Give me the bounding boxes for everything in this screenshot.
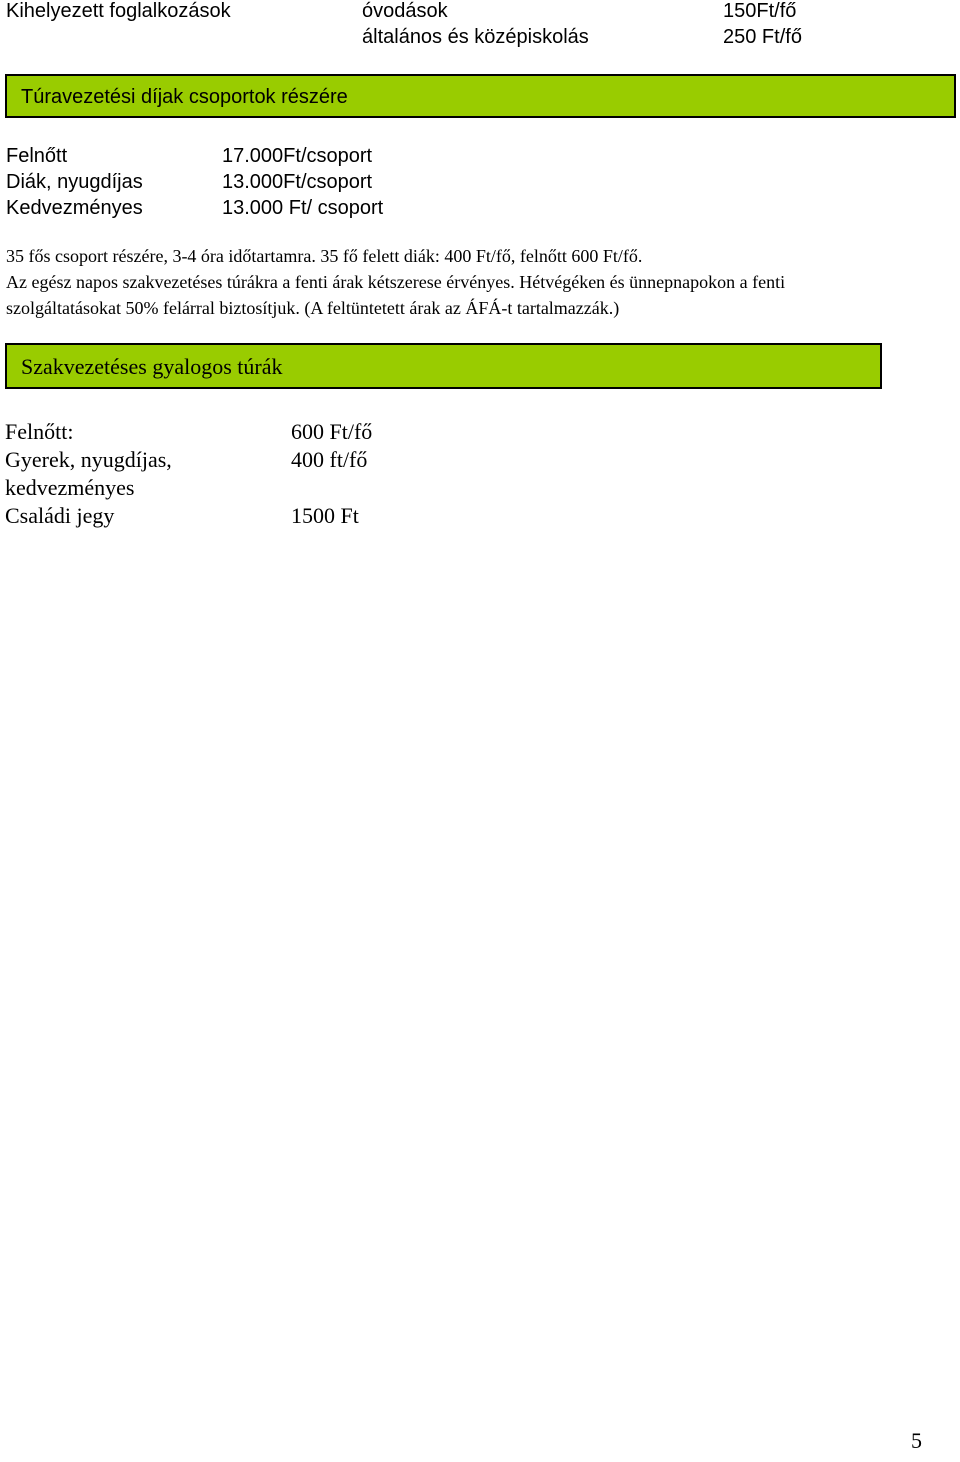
guided-walks-banner bbox=[5, 343, 882, 389]
fee-price-adult: 17.000Ft/csoport bbox=[222, 145, 373, 167]
note-line-2: Az egész napos szakvezetéses túrákra a fenti árak kétszerese érvényes. Hétvégéken és ünnepnapokon a fenti bbox=[6, 272, 786, 292]
fee-label-discount: Kedvezményes bbox=[6, 197, 143, 219]
fee-label-adult: Felnőtt bbox=[6, 145, 68, 167]
walk-label-family: Családi jegy bbox=[5, 503, 115, 528]
note-line-1: 35 fős csoport részére, 3-4 óra időtartamra. 35 fő felett diák: 400 Ft/fő, felnőtt 600 Ft/fő. bbox=[6, 246, 643, 266]
walk-price-family: 1500 Ft bbox=[291, 503, 359, 528]
outdoor-sessions-label: Kihelyezett foglalkozások bbox=[6, 0, 231, 22]
group-school: általános és középiskolás bbox=[362, 26, 589, 48]
walk-price-adult: 600 Ft/fő bbox=[291, 419, 373, 444]
guide-fees-notes bbox=[6, 243, 906, 321]
walk-price-child: 400 ft/fő bbox=[291, 447, 368, 472]
price-kindergarten: 150Ft/fő bbox=[723, 0, 797, 22]
fee-label-student: Diák, nyugdíjas bbox=[6, 171, 143, 193]
fee-price-student: 13.000Ft/csoport bbox=[222, 171, 373, 193]
guide-fees-banner bbox=[5, 74, 956, 118]
guide-fees-title: Túravezetési díjak csoportok részére bbox=[21, 86, 348, 108]
fee-price-discount: 13.000 Ft/ csoport bbox=[222, 197, 384, 219]
walk-label-child: Gyerek, nyugdíjas, bbox=[5, 447, 172, 472]
walk-label-discount: kedvezményes bbox=[5, 475, 135, 500]
group-kindergarten: óvodások bbox=[362, 0, 448, 22]
price-school: 250 Ft/fő bbox=[723, 26, 802, 48]
note-line-3: szolgáltatásokat 50% felárral biztosítjuk. (A feltüntetett árak az ÁFÁ-t tartalmazzák.) bbox=[6, 298, 620, 318]
guided-walks-title: Szakvezetéses gyalogos túrák bbox=[21, 354, 283, 379]
walk-label-adult: Felnőtt: bbox=[5, 419, 74, 444]
page-number: 5 bbox=[911, 1428, 922, 1453]
